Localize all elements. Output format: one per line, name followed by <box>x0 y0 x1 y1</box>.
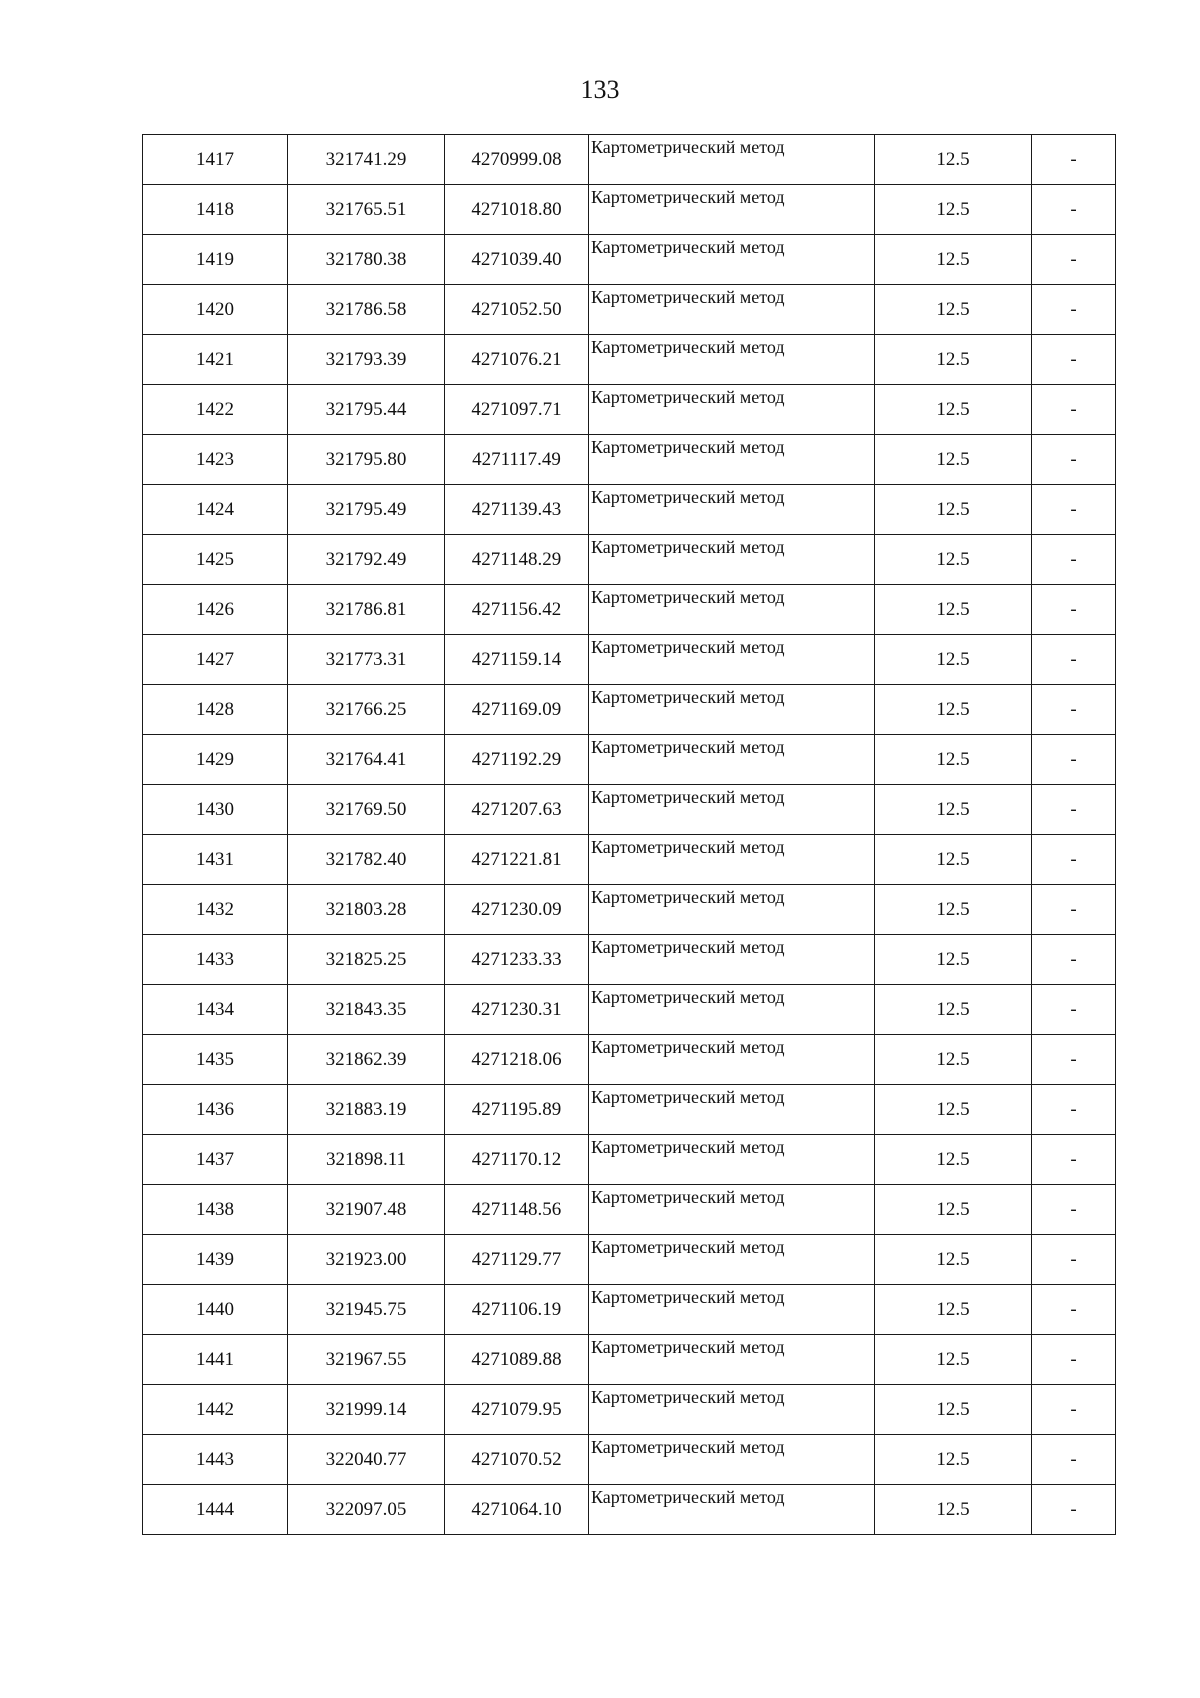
table-row <box>143 785 1116 835</box>
method-cell: Картометрический метод <box>589 785 875 835</box>
x-coordinate-cell: 321898.11 <box>288 1135 445 1185</box>
table-row <box>143 435 1116 485</box>
method-cell: Картометрический метод <box>589 685 875 735</box>
method-cell: Картометрический метод <box>589 235 875 285</box>
y-coordinate-cell: 4271148.56 <box>445 1185 589 1235</box>
x-coordinate-cell: 321907.48 <box>288 1185 445 1235</box>
x-coordinate-cell: 321773.31 <box>288 635 445 685</box>
y-coordinate-cell: 4271018.80 <box>445 185 589 235</box>
y-coordinate-cell: 4271230.09 <box>445 885 589 935</box>
method-cell: Картометрический метод <box>589 1335 875 1385</box>
x-coordinate-cell: 322097.05 <box>288 1485 445 1535</box>
method-cell: Картометрический метод <box>589 735 875 785</box>
y-coordinate-cell: 4271221.81 <box>445 835 589 885</box>
method-cell: Картометрический метод <box>589 635 875 685</box>
accuracy-cell: 12.5 <box>875 335 1032 385</box>
x-coordinate-cell: 321795.80 <box>288 435 445 485</box>
point-number-cell: 1440 <box>143 1285 288 1335</box>
accuracy-cell: 12.5 <box>875 785 1032 835</box>
point-number-cell: 1430 <box>143 785 288 835</box>
note-cell: - <box>1032 235 1116 285</box>
y-coordinate-cell: 4271064.10 <box>445 1485 589 1535</box>
note-cell: - <box>1032 885 1116 935</box>
table-row <box>143 1335 1116 1385</box>
method-cell: Картометрический метод <box>589 935 875 985</box>
note-cell: - <box>1032 285 1116 335</box>
accuracy-cell: 12.5 <box>875 635 1032 685</box>
accuracy-cell: 12.5 <box>875 1485 1032 1535</box>
method-cell: Картометрический метод <box>589 1385 875 1435</box>
y-coordinate-cell: 4271207.63 <box>445 785 589 835</box>
x-coordinate-cell: 321795.44 <box>288 385 445 435</box>
accuracy-cell: 12.5 <box>875 985 1032 1035</box>
point-number-cell: 1433 <box>143 935 288 985</box>
point-number-cell: 1436 <box>143 1085 288 1135</box>
x-coordinate-cell: 321945.75 <box>288 1285 445 1335</box>
note-cell: - <box>1032 1135 1116 1185</box>
method-cell: Картометрический метод <box>589 1085 875 1135</box>
accuracy-cell: 12.5 <box>875 235 1032 285</box>
note-cell: - <box>1032 435 1116 485</box>
y-coordinate-cell: 4271233.33 <box>445 935 589 985</box>
note-cell: - <box>1032 535 1116 585</box>
x-coordinate-cell: 321803.28 <box>288 885 445 935</box>
point-number-cell: 1444 <box>143 1485 288 1535</box>
accuracy-cell: 12.5 <box>875 285 1032 335</box>
method-cell: Картометрический метод <box>589 985 875 1035</box>
accuracy-cell: 12.5 <box>875 735 1032 785</box>
table-row <box>143 935 1116 985</box>
y-coordinate-cell: 4271139.43 <box>445 485 589 535</box>
accuracy-cell: 12.5 <box>875 1285 1032 1335</box>
x-coordinate-cell: 321793.39 <box>288 335 445 385</box>
x-coordinate-cell: 321766.25 <box>288 685 445 735</box>
note-cell: - <box>1032 735 1116 785</box>
accuracy-cell: 12.5 <box>875 1335 1032 1385</box>
note-cell: - <box>1032 1035 1116 1085</box>
note-cell: - <box>1032 1335 1116 1385</box>
point-number-cell: 1428 <box>143 685 288 735</box>
accuracy-cell: 12.5 <box>875 135 1032 185</box>
x-coordinate-cell: 321795.49 <box>288 485 445 535</box>
table-row <box>143 735 1116 785</box>
table-row <box>143 485 1116 535</box>
table-row <box>143 585 1116 635</box>
method-cell: Картометрический метод <box>589 835 875 885</box>
table-row <box>143 1085 1116 1135</box>
x-coordinate-cell: 321792.49 <box>288 535 445 585</box>
note-cell: - <box>1032 335 1116 385</box>
method-cell: Картометрический метод <box>589 1235 875 1285</box>
accuracy-cell: 12.5 <box>875 1385 1032 1435</box>
x-coordinate-cell: 321786.58 <box>288 285 445 335</box>
y-coordinate-cell: 4271170.12 <box>445 1135 589 1185</box>
method-cell: Картометрический метод <box>589 1485 875 1535</box>
table-row <box>143 835 1116 885</box>
x-coordinate-cell: 321780.38 <box>288 235 445 285</box>
accuracy-cell: 12.5 <box>875 1435 1032 1485</box>
accuracy-cell: 12.5 <box>875 485 1032 535</box>
table-row <box>143 1135 1116 1185</box>
y-coordinate-cell: 4271148.29 <box>445 535 589 585</box>
method-cell: Картометрический метод <box>589 535 875 585</box>
coordinates-table <box>142 134 1116 1535</box>
accuracy-cell: 12.5 <box>875 385 1032 435</box>
x-coordinate-cell: 321923.00 <box>288 1235 445 1285</box>
point-number-cell: 1425 <box>143 535 288 585</box>
point-number-cell: 1434 <box>143 985 288 1035</box>
note-cell: - <box>1032 585 1116 635</box>
method-cell: Картометрический метод <box>589 1035 875 1085</box>
table-row <box>143 1285 1116 1335</box>
x-coordinate-cell: 321764.41 <box>288 735 445 785</box>
method-cell: Картометрический метод <box>589 1435 875 1485</box>
table-row <box>143 335 1116 385</box>
note-cell: - <box>1032 385 1116 435</box>
method-cell: Картометрический метод <box>589 285 875 335</box>
y-coordinate-cell: 4271097.71 <box>445 385 589 435</box>
accuracy-cell: 12.5 <box>875 585 1032 635</box>
point-number-cell: 1420 <box>143 285 288 335</box>
x-coordinate-cell: 321967.55 <box>288 1335 445 1385</box>
y-coordinate-cell: 4271079.95 <box>445 1385 589 1435</box>
x-coordinate-cell: 321843.35 <box>288 985 445 1035</box>
accuracy-cell: 12.5 <box>875 535 1032 585</box>
page-number: 133 <box>580 75 620 104</box>
x-coordinate-cell: 321862.39 <box>288 1035 445 1085</box>
table-row <box>143 1185 1116 1235</box>
note-cell: - <box>1032 1485 1116 1535</box>
accuracy-cell: 12.5 <box>875 935 1032 985</box>
table-row <box>143 1235 1116 1285</box>
note-cell: - <box>1032 935 1116 985</box>
note-cell: - <box>1032 1235 1116 1285</box>
x-coordinate-cell: 321999.14 <box>288 1385 445 1435</box>
point-number-cell: 1426 <box>143 585 288 635</box>
accuracy-cell: 12.5 <box>875 1085 1032 1135</box>
accuracy-cell: 12.5 <box>875 1185 1032 1235</box>
table-row <box>143 985 1116 1035</box>
note-cell: - <box>1032 1185 1116 1235</box>
accuracy-cell: 12.5 <box>875 1235 1032 1285</box>
point-number-cell: 1421 <box>143 335 288 385</box>
y-coordinate-cell: 4271230.31 <box>445 985 589 1035</box>
accuracy-cell: 12.5 <box>875 1135 1032 1185</box>
point-number-cell: 1424 <box>143 485 288 535</box>
table-row <box>143 235 1116 285</box>
accuracy-cell: 12.5 <box>875 435 1032 485</box>
table-row <box>143 135 1116 185</box>
y-coordinate-cell: 4271156.42 <box>445 585 589 635</box>
table-row <box>143 285 1116 335</box>
x-coordinate-cell: 321741.29 <box>288 135 445 185</box>
point-number-cell: 1435 <box>143 1035 288 1085</box>
x-coordinate-cell: 321765.51 <box>288 185 445 235</box>
y-coordinate-cell: 4271106.19 <box>445 1285 589 1335</box>
y-coordinate-cell: 4271089.88 <box>445 1335 589 1385</box>
point-number-cell: 1442 <box>143 1385 288 1435</box>
table-row <box>143 385 1116 435</box>
x-coordinate-cell: 321769.50 <box>288 785 445 835</box>
point-number-cell: 1423 <box>143 435 288 485</box>
y-coordinate-cell: 4271192.29 <box>445 735 589 785</box>
point-number-cell: 1429 <box>143 735 288 785</box>
note-cell: - <box>1032 785 1116 835</box>
note-cell: - <box>1032 685 1116 735</box>
y-coordinate-cell: 4271039.40 <box>445 235 589 285</box>
method-cell: Картометрический метод <box>589 135 875 185</box>
note-cell: - <box>1032 635 1116 685</box>
y-coordinate-cell: 4271076.21 <box>445 335 589 385</box>
y-coordinate-cell: 4270999.08 <box>445 135 589 185</box>
table-row <box>143 635 1116 685</box>
x-coordinate-cell: 321786.81 <box>288 585 445 635</box>
x-coordinate-cell: 322040.77 <box>288 1435 445 1485</box>
point-number-cell: 1439 <box>143 1235 288 1285</box>
note-cell: - <box>1032 135 1116 185</box>
table-row <box>143 885 1116 935</box>
note-cell: - <box>1032 1385 1116 1435</box>
x-coordinate-cell: 321782.40 <box>288 835 445 885</box>
method-cell: Картометрический метод <box>589 485 875 535</box>
method-cell: Картометрический метод <box>589 1135 875 1185</box>
point-number-cell: 1437 <box>143 1135 288 1185</box>
y-coordinate-cell: 4271169.09 <box>445 685 589 735</box>
note-cell: - <box>1032 1085 1116 1135</box>
note-cell: - <box>1032 1285 1116 1335</box>
table-row <box>143 1485 1116 1535</box>
accuracy-cell: 12.5 <box>875 185 1032 235</box>
method-cell: Картометрический метод <box>589 385 875 435</box>
method-cell: Картометрический метод <box>589 185 875 235</box>
y-coordinate-cell: 4271195.89 <box>445 1085 589 1135</box>
accuracy-cell: 12.5 <box>875 835 1032 885</box>
coordinates-table-body <box>143 135 1116 1535</box>
table-row <box>143 1035 1116 1085</box>
point-number-cell: 1438 <box>143 1185 288 1235</box>
point-number-cell: 1443 <box>143 1435 288 1485</box>
point-number-cell: 1427 <box>143 635 288 685</box>
point-number-cell: 1431 <box>143 835 288 885</box>
table-row <box>143 185 1116 235</box>
accuracy-cell: 12.5 <box>875 1035 1032 1085</box>
accuracy-cell: 12.5 <box>875 885 1032 935</box>
point-number-cell: 1432 <box>143 885 288 935</box>
y-coordinate-cell: 4271159.14 <box>445 635 589 685</box>
point-number-cell: 1419 <box>143 235 288 285</box>
x-coordinate-cell: 321825.25 <box>288 935 445 985</box>
point-number-cell: 1418 <box>143 185 288 235</box>
method-cell: Картометрический метод <box>589 1185 875 1235</box>
method-cell: Картометрический метод <box>589 335 875 385</box>
method-cell: Картометрический метод <box>589 1285 875 1335</box>
table-row <box>143 1385 1116 1435</box>
table-row <box>143 1435 1116 1485</box>
method-cell: Картометрический метод <box>589 585 875 635</box>
table-row <box>143 685 1116 735</box>
method-cell: Картометрический метод <box>589 885 875 935</box>
note-cell: - <box>1032 985 1116 1035</box>
y-coordinate-cell: 4271117.49 <box>445 435 589 485</box>
note-cell: - <box>1032 185 1116 235</box>
accuracy-cell: 12.5 <box>875 685 1032 735</box>
y-coordinate-cell: 4271129.77 <box>445 1235 589 1285</box>
point-number-cell: 1422 <box>143 385 288 435</box>
method-cell: Картометрический метод <box>589 435 875 485</box>
note-cell: - <box>1032 1435 1116 1485</box>
note-cell: - <box>1032 835 1116 885</box>
table-row <box>143 535 1116 585</box>
point-number-cell: 1417 <box>143 135 288 185</box>
point-number-cell: 1441 <box>143 1335 288 1385</box>
y-coordinate-cell: 4271070.52 <box>445 1435 589 1485</box>
note-cell: - <box>1032 485 1116 535</box>
y-coordinate-cell: 4271218.06 <box>445 1035 589 1085</box>
x-coordinate-cell: 321883.19 <box>288 1085 445 1135</box>
y-coordinate-cell: 4271052.50 <box>445 285 589 335</box>
